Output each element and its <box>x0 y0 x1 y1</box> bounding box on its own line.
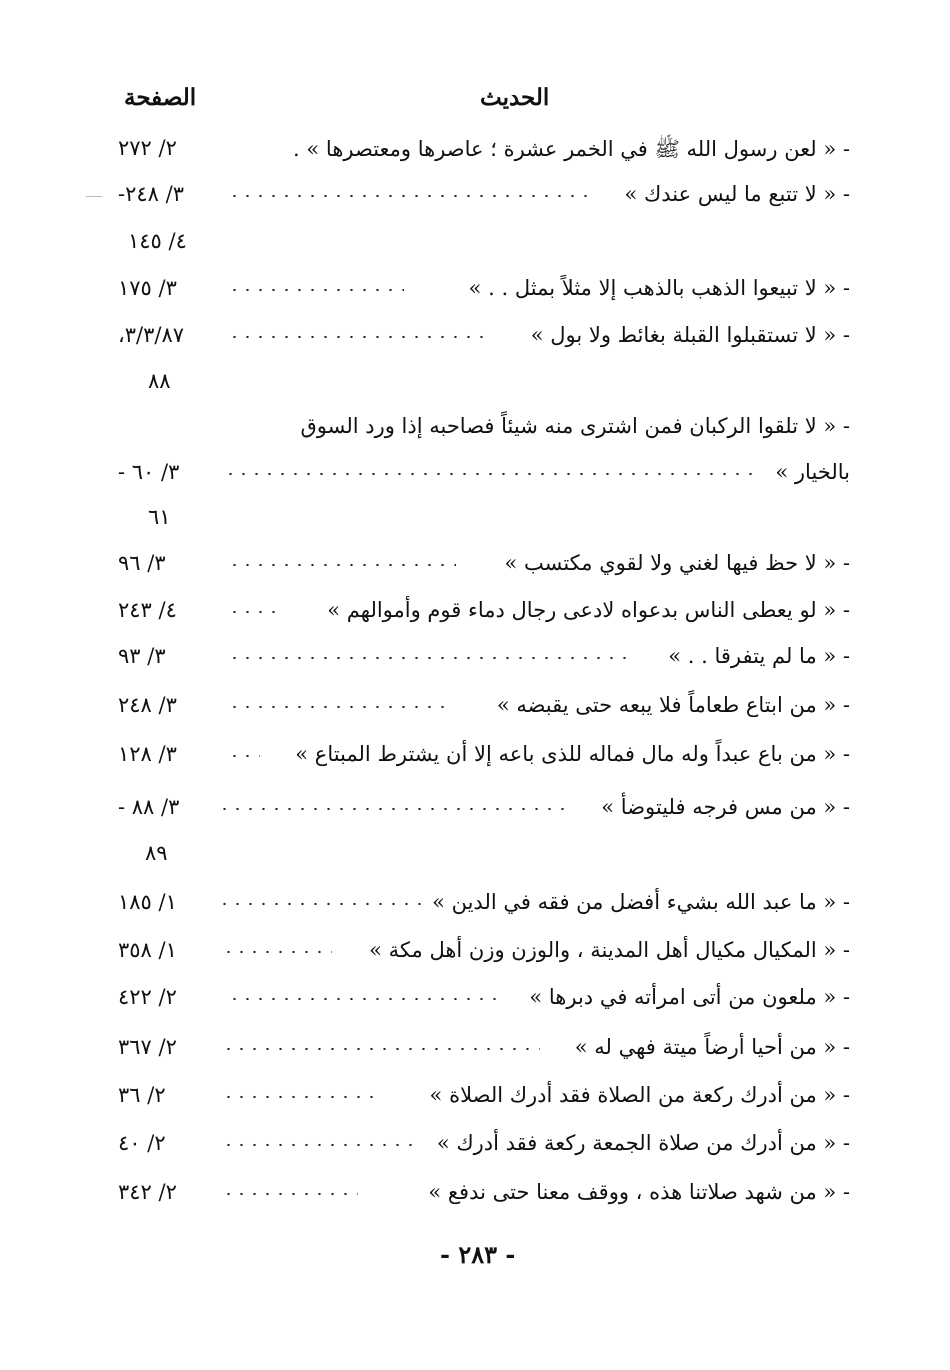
index-entry-line2 <box>0 460 950 500</box>
page-ref: ٢/ ٣٤٢ <box>118 1180 177 1204</box>
dot-leader <box>228 754 260 757</box>
index-entry <box>0 890 950 930</box>
hadith-text: - « ما عبد الله بشيء أفضل من فقه في الدين » <box>432 890 850 914</box>
page-number: - ٢٨٣ - <box>440 1240 516 1269</box>
page-ref: ٣/ ٩٦ <box>118 551 166 575</box>
page-ref-continuation: ٨٨ <box>148 369 171 393</box>
page-ref: ٣/٣/٨٧، <box>118 323 185 347</box>
index-entry <box>0 1035 950 1075</box>
index-entry <box>0 182 950 222</box>
hadith-text: - « من باع عبداً وله مال فماله للذى باعه إلا أن يشترط المبتاع » <box>295 742 850 766</box>
page-ref: ٢/ ٢٧٢ <box>118 136 177 160</box>
page-ref: ٢/ ٣٦٧ <box>118 1035 177 1059</box>
index-entry <box>0 1083 950 1123</box>
page-ref: ٣/ ١٧٥ <box>118 276 177 300</box>
hadith-text: - « لا تستقبلوا القبلة بغائط ولا بول » <box>530 323 850 347</box>
page-ref: ٢/ ٤٠ <box>118 1131 166 1155</box>
index-entry <box>0 742 950 782</box>
index-entry-continuation <box>0 369 950 409</box>
hadith-text: - « من أدرك ركعة من الصلاة فقد أدرك الصلاة » <box>429 1083 850 1107</box>
index-entry-continuation <box>0 505 950 545</box>
dot-leader <box>222 950 332 953</box>
hadith-text-line2: بالخيار » <box>775 460 850 484</box>
page-ref: ٣/ ٨٨ - <box>118 795 180 819</box>
page-ref-continuation: ٨٩ <box>145 841 168 865</box>
index-entry <box>0 985 950 1025</box>
index-entry <box>0 1131 950 1171</box>
dot-leader <box>222 1047 540 1050</box>
hadith-text: - « لعن رسول الله ﷺ في الخمر عشرة ؛ عاصرها ومعتصرها » . <box>293 137 850 161</box>
hadith-text: - « من شهد صلاتنا هذه ، ووقف معنا حتى ندفع » <box>428 1180 850 1204</box>
dot-leader <box>228 997 498 1000</box>
dot-leader <box>228 335 488 338</box>
dot-leader <box>224 472 752 475</box>
dot-leader <box>222 1143 418 1146</box>
index-entry <box>0 795 950 835</box>
page-ref-continuation: ٤/ ١٤٥ <box>128 229 187 253</box>
page-ref: ٣/ ٢٤٨- <box>118 182 184 206</box>
page-ref: ٣/ ١٢٨ <box>118 742 177 766</box>
hadith-text: - « من أحيا أرضاً ميتة فهي له » <box>574 1035 850 1059</box>
hadith-text: - « لا تلقوا الركبان فمن اشترى منه شيئاً فصاحبه إذا ورد السوق <box>300 414 850 438</box>
page-ref: ١/ ١٨٥ <box>118 890 177 914</box>
page-ref-continuation: ٦١ <box>148 505 171 529</box>
hadith-text: - « لا تبيعوا الذهب بالذهب إلا مثلاً بمثل . . » <box>468 276 850 300</box>
column-header-hadith: الحديث <box>480 84 550 111</box>
page-ref: ٤/ ٢٤٣ <box>118 598 177 622</box>
hadith-text: - « ملعون من أتى امرأته في دبرها » <box>529 985 850 1009</box>
dot-leader <box>228 705 452 708</box>
hadith-text: - « من مس فرجه فليتوضأ » <box>601 795 850 819</box>
dot-leader <box>228 610 284 613</box>
dot-leader <box>228 656 636 659</box>
index-entry <box>0 551 950 591</box>
column-header-page: الصفحة <box>124 84 197 111</box>
page-ref: ٣/ ٦٠ - <box>118 460 180 484</box>
index-entry <box>0 136 950 176</box>
hadith-text: - « من ابتاع طعاماً فلا يبعه حتى يقبضه » <box>496 693 850 717</box>
index-entry <box>0 276 950 316</box>
hadith-text: - « المكيال مكيال أهل المدينة ، والوزن وزن أهل مكة » <box>369 938 850 962</box>
dot-leader <box>228 563 456 566</box>
hadith-text: - « ما لم يتفرقا . . » <box>668 644 850 668</box>
index-entry <box>0 598 950 638</box>
hadith-text: - « من أدرك من صلاة الجمعة ركعة فقد أدرك » <box>436 1131 850 1155</box>
hadith-text: - « لا حظ فيها لغني ولا لقوي مكتسب » <box>504 551 850 575</box>
index-entry-continuation <box>0 229 950 269</box>
dot-leader <box>222 1192 358 1195</box>
index-entry <box>0 323 950 363</box>
dot-leader <box>228 288 404 291</box>
index-entry <box>0 938 950 978</box>
page-ref: ٣/ ٩٣ <box>118 644 166 668</box>
page-ref: ١/ ٣٥٨ <box>118 938 177 962</box>
index-entry-continuation <box>0 841 950 881</box>
index-entry <box>0 414 950 454</box>
hadith-text: - « لا تتبع ما ليس عندك » <box>624 182 850 206</box>
index-entry <box>0 1180 950 1220</box>
page-ref: ٢/ ٣٦ <box>118 1083 166 1107</box>
dot-leader <box>228 194 588 197</box>
dot-leader <box>218 902 428 905</box>
page-ref: ٣/ ٢٤٨ <box>118 693 177 717</box>
hadith-text: - « لو يعطى الناس بدعواه لادعى رجال دماء قوم وأموالهم » <box>327 598 850 622</box>
dot-leader <box>222 1095 382 1098</box>
index-entry <box>0 644 950 684</box>
dot-leader <box>218 807 564 810</box>
page-ref: ٢/ ٤٢٢ <box>118 985 177 1009</box>
index-entry <box>0 693 950 733</box>
